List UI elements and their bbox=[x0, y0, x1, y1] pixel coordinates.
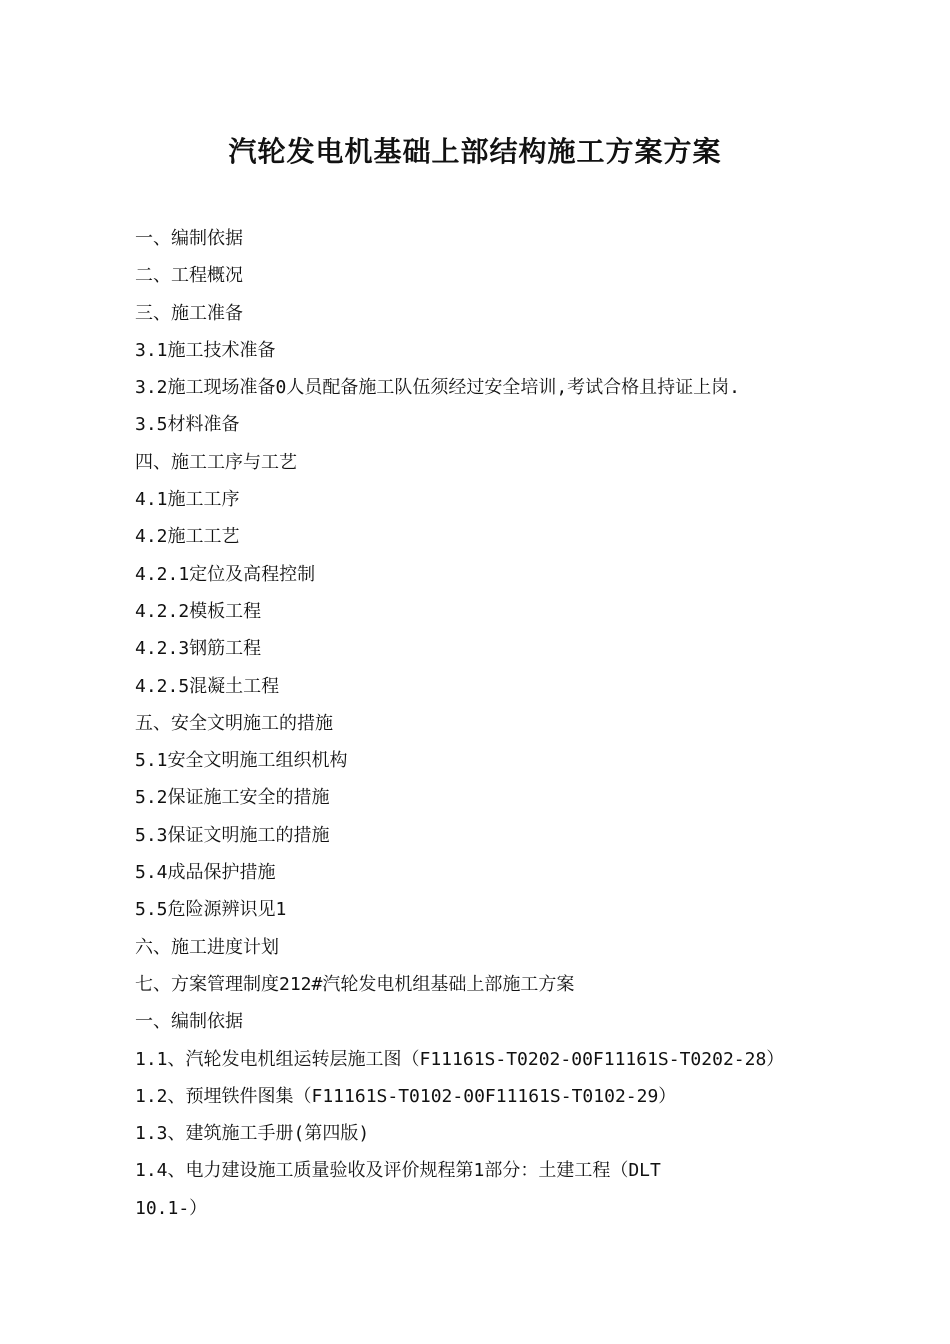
outline-line: 四、施工工序与工艺 bbox=[135, 451, 297, 473]
outline-line: 4.1施工工序 bbox=[135, 489, 240, 511]
outline-line: 二、工程概况 bbox=[135, 265, 243, 287]
outline-line: 5.2保证施工安全的措施 bbox=[135, 787, 330, 809]
outline-list bbox=[135, 220, 835, 1227]
page-title: 汽轮发电机基础上部结构施工方案方案 bbox=[228, 135, 722, 168]
outline-line: 1.4、电力建设施工质量验收及评价规程第1部分：土建工程（DLT bbox=[135, 1160, 661, 1182]
outline-line: 1.1、汽轮发电机组运转层施工图（F11161S-T0202-00F11161S-T0202-28） bbox=[135, 1048, 785, 1070]
outline-line: 三、施工准备 bbox=[135, 302, 243, 324]
outline-line: 一、编制依据 bbox=[135, 1011, 243, 1033]
outline-line: 5.5危险源辨识见1 bbox=[135, 899, 287, 921]
outline-line: 4.2.2模板工程 bbox=[135, 600, 262, 622]
outline-line: 1.2、预埋铁件图集（F11161S-T0102-00F11161S-T0102-29） bbox=[135, 1085, 677, 1107]
outline-line: 5.4成品保护措施 bbox=[135, 862, 276, 884]
outline-line: 一、编制依据 bbox=[135, 228, 243, 249]
outline-line: 3.2施工现场准备0人员配备施工队伍须经过安全培训,考试合格且持证上岗. bbox=[135, 377, 741, 399]
outline-line: 4.2.3钢筋工程 bbox=[135, 638, 262, 660]
outline-line: 10.1-） bbox=[135, 1197, 208, 1219]
outline-line: 七、方案管理制度212#汽轮发电机组基础上部施工方案 bbox=[135, 973, 575, 995]
outline-line: 六、施工进度计划 bbox=[135, 936, 279, 958]
outline-line: 4.2.5混凝土工程 bbox=[135, 675, 280, 697]
outline-line: 五、安全文明施工的措施 bbox=[135, 712, 333, 734]
outline-line: 3.5材料准备 bbox=[135, 414, 240, 436]
outline-line: 3.1施工技术准备 bbox=[135, 339, 276, 361]
outline-line: 5.1安全文明施工组织机构 bbox=[135, 750, 348, 772]
outline-line: 5.3保证文明施工的措施 bbox=[135, 824, 330, 846]
outline-line: 4.2.1定位及高程控制 bbox=[135, 563, 316, 585]
outline-line: 4.2施工工艺 bbox=[135, 526, 240, 548]
outline-line: 1.3、建筑施工手册(第四版) bbox=[135, 1123, 370, 1145]
